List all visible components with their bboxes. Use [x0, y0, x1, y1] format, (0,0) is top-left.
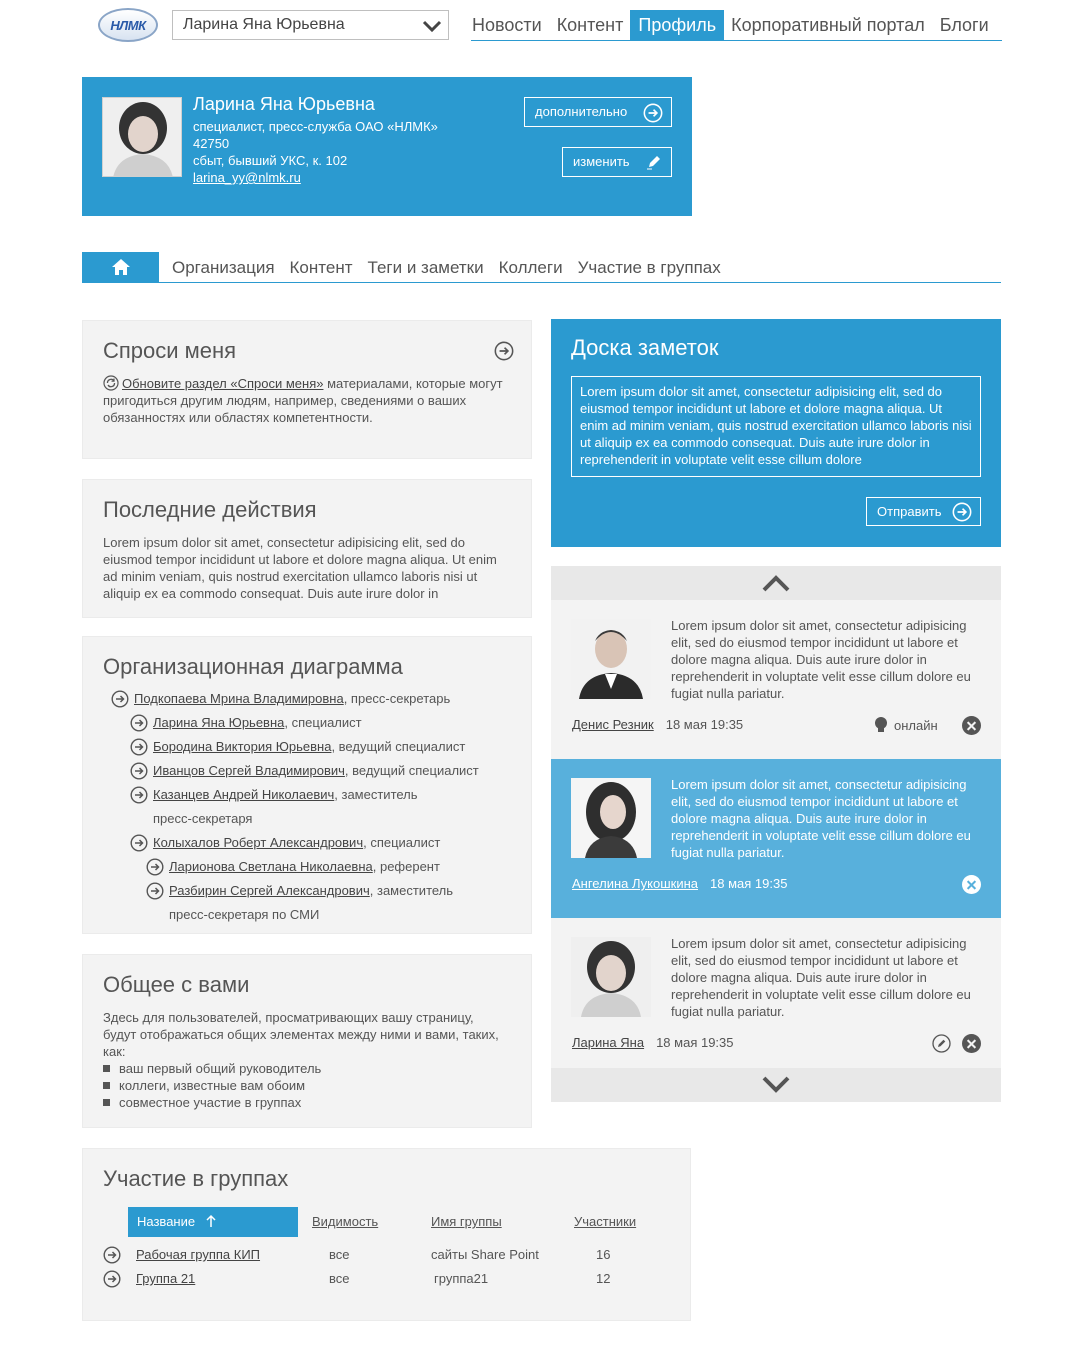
subnav-groups[interactable]: Участие в группах [577, 258, 721, 277]
more-button[interactable] [524, 97, 672, 127]
home-icon [111, 258, 131, 276]
edit-button[interactable] [562, 147, 672, 177]
profile-email[interactable]: larina_yy@nlmk.ru [193, 170, 301, 185]
arrow-right-circle-icon[interactable] [103, 1270, 121, 1288]
arrow-right-circle-icon[interactable] [130, 834, 148, 852]
list-item: совместное участие в группах [103, 1094, 321, 1111]
profile-phone: 42750 [193, 136, 230, 151]
list-item: коллеги, известные вам обоим [103, 1077, 321, 1094]
profile-position: специалист, пресс-служба ОАО «НЛМК» [193, 119, 438, 134]
common-list [103, 1060, 321, 1111]
group-name: сайты Share Point [431, 1247, 539, 1262]
groups-title: Участие в группах [103, 1166, 289, 1191]
feed-scroll-down[interactable] [551, 1068, 1001, 1102]
group-members: 12 [596, 1271, 611, 1286]
close-icon[interactable] [962, 1034, 981, 1053]
org-chart-panel [82, 636, 532, 934]
arrow-right-circle-icon[interactable] [494, 341, 514, 361]
ask-me-text-rest: могут пригодиться другим людям, например, сведениями о ваших обязанностях или областях компетентности. [103, 376, 503, 425]
org-person-role: , специалист [284, 715, 362, 730]
org-person-link[interactable]: Разбирин Сергей Александрович [169, 883, 370, 898]
post-meta [572, 717, 743, 732]
org-person-link[interactable]: Иванцов Сергей Владимирович [153, 763, 345, 778]
author-photo [571, 937, 651, 1017]
post-meta [572, 876, 787, 891]
arrow-right-circle-icon[interactable] [130, 786, 148, 804]
post-text: Lorem ipsum dolor sit amet, consectetur adipisicing elit, sed do eiusmod tempor incididunt ut labore et dolore magna aliqua. Duis aute irure dolor in reprehenderit in voluptate velit esse cillum dolore eu fugiat nulla pariatur. [671, 936, 971, 1019]
profile-card [82, 77, 692, 216]
org-person-link[interactable]: Подкопаева Мрина Владимировна [134, 691, 344, 706]
feed-post [551, 759, 1001, 918]
refresh-icon [103, 375, 119, 391]
column-header-label: Название [137, 1214, 196, 1229]
nav-corporate-portal[interactable]: Корпоративный портал [731, 15, 925, 35]
org-person-role: , специалист [363, 835, 441, 850]
column-header-group-name[interactable]: Имя группы [431, 1214, 502, 1229]
ask-me-text [103, 375, 503, 426]
author-photo [571, 778, 651, 858]
nav-content[interactable]: Контент [556, 15, 624, 35]
post-text: Lorem ipsum dolor sit amet, consectetur adipisicing elit, sed do eiusmod tempor incididunt ut labore et dolore magna aliqua. Duis aute irure dolor in reprehenderit in voluptate velit esse cillum dolore eu fugiat nulla pariatur. [671, 777, 971, 860]
pencil-icon [645, 153, 663, 171]
org-person-role: , ведущий специалист [331, 739, 466, 754]
org-row [169, 855, 440, 879]
post-date: 18 мая 19:35 [710, 876, 788, 891]
nav-blogs[interactable]: Блоги [939, 15, 989, 35]
org-person-link[interactable]: Казанцев Андрей Николаевич [153, 787, 335, 802]
table-row [103, 1267, 673, 1291]
notes-board-title: Доска заметок [571, 335, 719, 360]
common-text: Здесь для пользователей, просматривающих вашу страницу, будут отображаться общих элементах между ними и вами, таких, как: [103, 1010, 499, 1059]
org-person-role-cont: пресс-секретаря [153, 811, 253, 826]
org-row [153, 759, 479, 783]
profile-subnav [82, 252, 1001, 283]
org-chart-title: Организационная диаграмма [103, 654, 403, 679]
notes-board [551, 319, 1001, 547]
org-person-role: , пресс-секретарь [343, 691, 451, 706]
column-header-members[interactable]: Участники [574, 1214, 637, 1229]
group-visibility: все [329, 1247, 350, 1262]
ask-me-title: Спроси меня [103, 338, 237, 363]
top-nav [471, 10, 1002, 41]
recent-actions-text: Lorem ipsum dolor sit amet, consectetur adipisicing elit, sed do eiusmod tempor incididunt ut labore et dolore magna aliqua. Ut enim ad minim veniam, quis nostrud exercitation ullamco laboris nisi ut aliquip ex ea commodo consequat. Duis aute irure dolor in [103, 535, 497, 601]
arrow-right-circle-icon[interactable] [103, 1246, 121, 1264]
note-textarea[interactable] [571, 376, 981, 477]
arrow-right-circle-icon[interactable] [146, 858, 164, 876]
group-link[interactable]: Группа 21 [136, 1271, 196, 1286]
common-title: Общее с вами [103, 972, 250, 997]
logo-text: НЛМК [110, 17, 146, 33]
org-person-role: , заместитель [369, 883, 454, 898]
subnav-organization[interactable]: Организация [172, 258, 275, 277]
online-status-label: онлайн [894, 718, 938, 733]
column-header-visibility[interactable]: Видимость [312, 1214, 379, 1229]
post-author-link[interactable]: Ангелина Лукошкина [572, 876, 699, 891]
online-status [874, 716, 938, 734]
arrow-right-circle-icon[interactable] [130, 762, 148, 780]
ask-me-text-tail: материалами, которые [323, 376, 466, 391]
arrow-right-circle-icon [952, 502, 972, 522]
post-text: Lorem ipsum dolor sit amet, consectetur adipisicing elit, sed do eiusmod tempor incididunt ut labore et dolore magna aliqua. Duis aute irure dolor in reprehenderit in voluptate velit esse cillum dolore eu fugiat nulla pariatur. [671, 618, 971, 701]
ask-me-update-link[interactable]: Обновите раздел «Спроси меня» [122, 376, 324, 391]
author-photo [571, 619, 651, 699]
nlmk-logo[interactable] [98, 8, 158, 42]
send-button-label: Отправить [877, 504, 942, 519]
subnav-content[interactable]: Контент [289, 258, 353, 277]
post-date: 18 мая 19:35 [665, 717, 744, 732]
close-icon[interactable] [962, 875, 981, 894]
recent-actions-panel [82, 479, 532, 618]
close-icon[interactable] [962, 716, 981, 735]
post-date: 18 мая 19:35 [656, 1035, 734, 1050]
org-person-link[interactable]: Ларионова Светлана Николаевна [169, 859, 373, 874]
table-row [103, 1243, 673, 1267]
edit-button-label: изменить [573, 154, 630, 169]
profile-name: Ларина Яна Юрьевна [193, 94, 375, 114]
more-button-label: дополнительно [535, 104, 628, 119]
org-person-role: , ведущий специалист [344, 763, 479, 778]
subnav-colleagues[interactable]: Коллеги [498, 258, 563, 277]
nav-profile[interactable]: Профиль [630, 10, 724, 40]
org-row [134, 687, 450, 711]
ask-me-panel [82, 320, 532, 459]
chevron-down-icon [762, 1076, 790, 1094]
org-person-role: , заместитель [334, 787, 418, 802]
groups-panel [82, 1148, 691, 1321]
arrow-right-circle-icon[interactable] [130, 738, 148, 756]
arrow-right-circle-icon[interactable] [146, 882, 164, 900]
subnav-tags-notes[interactable]: Теги и заметки [367, 258, 484, 277]
recent-actions-title: Последние действия [103, 497, 317, 522]
post-author-link[interactable]: Ларина Яна [572, 1035, 645, 1050]
lightbulb-icon [874, 716, 888, 734]
org-row [169, 879, 453, 927]
org-person-role: , референт [372, 859, 440, 874]
user-select-value: Ларина Яна Юрьевна [183, 16, 345, 33]
group-members: 16 [596, 1247, 611, 1262]
sort-up-icon [205, 1214, 217, 1228]
list-item: ваш первый общий руководитель [103, 1060, 321, 1077]
arrow-right-circle-icon [643, 103, 663, 123]
group-visibility: все [329, 1271, 350, 1286]
nav-news[interactable]: Новости [472, 15, 542, 35]
chevron-up-icon [762, 574, 790, 592]
home-tab[interactable] [82, 252, 159, 282]
profile-photo [102, 97, 182, 177]
send-button[interactable] [866, 497, 981, 526]
org-row [153, 783, 418, 831]
org-person-role-cont: пресс-секретаря по СМИ [169, 907, 320, 922]
user-select[interactable] [172, 10, 449, 40]
feed-post [551, 600, 1001, 759]
group-name: группа21 [434, 1271, 489, 1286]
org-person-link[interactable]: Ларина Яна Юрьевна [153, 715, 285, 730]
org-row [153, 735, 465, 759]
profile-location: сбыт, бывший УКС, к. 102 [193, 153, 348, 168]
arrow-right-circle-icon[interactable] [111, 690, 129, 708]
chevron-down-icon [422, 16, 442, 36]
post-author-link[interactable]: Денис Резник [572, 717, 654, 732]
column-header-name[interactable] [128, 1207, 298, 1237]
common-panel [82, 954, 532, 1128]
feed-scroll-up[interactable] [551, 566, 1001, 600]
post-meta [572, 1035, 734, 1050]
group-link[interactable]: Рабочая группа КИП [136, 1247, 261, 1262]
feed-post [551, 918, 1001, 1077]
arrow-right-circle-icon[interactable] [130, 714, 148, 732]
org-row [153, 831, 440, 855]
org-row [153, 711, 362, 735]
org-person-link[interactable]: Бородина Виктория Юрьевна [153, 739, 332, 754]
edit-icon[interactable] [932, 1034, 951, 1053]
org-person-link[interactable]: Колыхалов Роберт Александрович [153, 835, 364, 850]
